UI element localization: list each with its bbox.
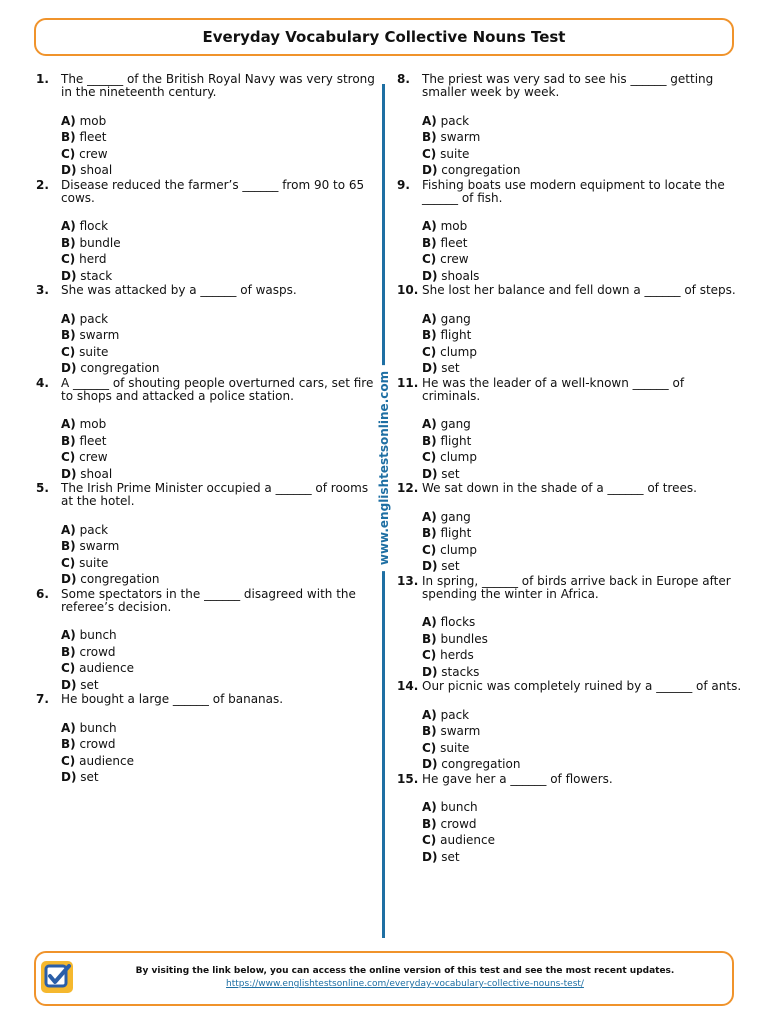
answer-option[interactable] <box>422 311 742 328</box>
option-text: swarm <box>440 724 481 738</box>
question-item <box>36 588 381 694</box>
option-text: stacks <box>441 664 480 679</box>
questions-left-column <box>36 73 381 786</box>
option-text: audience <box>79 661 135 675</box>
option-text: congregation <box>80 572 160 586</box>
question-text: The Irish Prime Minister occupied a ______ of rooms at the hotel. <box>61 481 369 508</box>
option-text: clump <box>440 450 477 464</box>
option-text: pack <box>79 311 109 326</box>
question-text: She lost her balance and fell down a ______ of steps. <box>422 283 736 297</box>
answer-option[interactable] <box>61 736 381 753</box>
option-letter: B) <box>422 526 437 540</box>
option-letter: D) <box>422 664 438 679</box>
option-letter: A) <box>422 707 437 722</box>
question-number: 11. <box>397 375 419 390</box>
answer-option[interactable] <box>422 816 742 833</box>
answer-option[interactable] <box>61 327 381 344</box>
option-text: clump <box>440 344 477 359</box>
option-text: swarm <box>79 539 120 553</box>
option-letter: D) <box>422 466 438 481</box>
option-letter: D) <box>61 572 77 586</box>
option-text: crowd <box>79 644 116 659</box>
answer-option[interactable] <box>422 360 742 377</box>
option-letter: A) <box>422 113 437 128</box>
option-letter: C) <box>61 344 76 359</box>
option-text: gang <box>440 311 471 326</box>
footer-box <box>34 951 734 1006</box>
option-text: bunch <box>79 628 117 642</box>
option-letter: A) <box>422 219 437 233</box>
answer-option[interactable] <box>61 129 381 146</box>
option-letter: A) <box>422 417 437 431</box>
question-number: 2. <box>36 177 49 192</box>
answer-option[interactable] <box>422 631 742 648</box>
option-letter: D) <box>422 268 438 283</box>
option-letter: B) <box>422 328 437 342</box>
option-letter: C) <box>422 344 437 359</box>
option-letter: A) <box>422 509 437 524</box>
question-number: 8. <box>397 72 410 86</box>
option-text: crew <box>79 146 108 161</box>
option-letter: A) <box>61 219 76 233</box>
question-item <box>36 482 381 588</box>
option-letter: B) <box>422 816 437 831</box>
answer-option[interactable] <box>61 311 381 328</box>
option-text: shoal <box>80 466 113 481</box>
answer-option[interactable] <box>422 740 742 757</box>
option-text: gang <box>440 509 471 524</box>
question-number: 10. <box>397 283 419 297</box>
answer-options <box>61 113 381 179</box>
option-text: crowd <box>440 816 477 831</box>
option-letter: A) <box>422 800 437 814</box>
answer-options <box>61 311 381 377</box>
question-text: He bought a large ______ of bananas. <box>61 692 284 706</box>
option-text: congregation <box>441 757 521 771</box>
answer-option[interactable] <box>422 614 742 631</box>
question-item <box>397 73 742 179</box>
option-letter: C) <box>422 450 437 464</box>
option-letter: C) <box>61 753 76 768</box>
answer-option[interactable] <box>61 627 381 644</box>
question-number: 5. <box>36 481 49 495</box>
answer-options <box>422 113 742 179</box>
question-item <box>397 377 742 483</box>
option-letter: C) <box>61 661 76 675</box>
answer-option[interactable] <box>61 162 381 179</box>
answer-option[interactable] <box>422 416 742 433</box>
answer-option[interactable] <box>422 756 742 773</box>
answer-option[interactable] <box>61 344 381 361</box>
footer-notice: By visiting the link below, you can access the online version of this test and see the most recent updates. <box>135 966 675 976</box>
answer-option[interactable] <box>422 146 742 163</box>
answer-option[interactable] <box>61 433 381 450</box>
answer-option[interactable] <box>61 571 381 588</box>
option-text: suite <box>440 146 470 161</box>
option-text: suite <box>79 555 109 570</box>
question-item <box>397 284 742 377</box>
option-text: bunch <box>440 800 478 814</box>
answer-option[interactable] <box>422 129 742 146</box>
option-text: fleet <box>79 130 107 144</box>
option-letter: C) <box>61 146 76 161</box>
question-number: 3. <box>36 283 49 297</box>
option-letter: D) <box>422 849 438 864</box>
answer-options <box>422 416 742 482</box>
answer-option[interactable] <box>422 113 742 130</box>
option-text: gang <box>440 417 471 431</box>
answer-options <box>422 614 742 680</box>
answer-option[interactable] <box>61 753 381 770</box>
answer-option[interactable] <box>61 360 381 377</box>
option-text: crowd <box>79 737 116 751</box>
option-letter: B) <box>61 130 76 144</box>
question-number: 1. <box>36 72 49 86</box>
answer-option[interactable] <box>422 707 742 724</box>
option-letter: A) <box>61 628 76 642</box>
option-text: fleet <box>79 433 107 448</box>
option-text: mob <box>79 417 107 431</box>
answer-option[interactable] <box>61 522 381 539</box>
site-url-label[interactable]: www.englishtestsonline.com <box>373 365 395 571</box>
answer-option[interactable] <box>422 433 742 450</box>
option-letter: B) <box>61 539 76 553</box>
question-item <box>36 284 381 377</box>
answer-option[interactable] <box>61 720 381 737</box>
option-letter: C) <box>422 146 437 161</box>
option-letter: B) <box>61 737 76 751</box>
answer-option[interactable] <box>422 162 742 179</box>
answer-option[interactable] <box>422 664 742 681</box>
option-letter: B) <box>422 724 437 738</box>
option-letter: B) <box>61 328 76 342</box>
option-letter: D) <box>422 757 438 771</box>
option-text: bunch <box>79 720 117 735</box>
question-text: Our picnic was completely ruined by a ______ of ants. <box>422 679 742 693</box>
option-text: clump <box>440 542 477 557</box>
answer-option[interactable] <box>61 251 381 268</box>
answer-options <box>422 799 742 865</box>
option-text: herd <box>79 252 107 266</box>
answer-option[interactable] <box>422 525 742 542</box>
question-text: She was attacked by a ______ of wasps. <box>61 283 297 297</box>
question-item <box>397 680 742 773</box>
question-item <box>397 575 742 681</box>
option-text: set <box>441 466 460 481</box>
answer-option[interactable] <box>61 538 381 555</box>
option-text: bundles <box>440 631 488 646</box>
answer-option[interactable] <box>61 644 381 661</box>
checkbox-logo-icon <box>41 961 73 993</box>
option-text: pack <box>440 707 470 722</box>
option-letter: A) <box>61 417 76 431</box>
option-letter: C) <box>422 648 437 662</box>
answer-options <box>61 416 381 482</box>
option-letter: C) <box>422 542 437 557</box>
answer-option[interactable] <box>422 344 742 361</box>
answer-options <box>61 627 381 693</box>
question-number: 12. <box>397 481 419 495</box>
answer-option[interactable] <box>422 723 742 740</box>
option-text: flight <box>440 328 472 342</box>
option-letter: B) <box>422 235 437 250</box>
option-letter: B) <box>61 644 76 659</box>
question-item <box>397 179 742 285</box>
option-text: mob <box>440 219 468 233</box>
option-letter: D) <box>422 559 438 573</box>
question-text: He gave her a ______ of flowers. <box>422 771 613 786</box>
option-text: swarm <box>440 130 481 144</box>
option-text: suite <box>79 344 109 359</box>
option-letter: A) <box>61 522 76 537</box>
question-number: 14. <box>397 679 419 693</box>
answer-option[interactable] <box>61 660 381 677</box>
question-text: He was the leader of a well-known ______ of criminals. <box>422 375 685 403</box>
answer-option[interactable] <box>422 647 742 664</box>
option-text: pack <box>79 522 109 537</box>
question-item <box>397 773 742 866</box>
questions-right-column <box>397 73 742 865</box>
option-text: congregation <box>80 361 160 375</box>
page-title: Everyday Vocabulary Collective Nouns Test <box>202 28 566 46</box>
option-text: set <box>441 849 460 864</box>
question-text: In spring, ______ of birds arrive back in Europe after spending the winter in Africa. <box>422 573 731 601</box>
option-text: shoal <box>80 163 113 177</box>
answer-options <box>61 218 381 284</box>
option-text: fleet <box>440 235 468 250</box>
option-text: bundle <box>79 235 121 250</box>
title-box <box>34 18 734 56</box>
option-text: crew <box>440 252 469 266</box>
option-text: stack <box>80 268 113 283</box>
option-letter: B) <box>422 130 437 144</box>
answer-option[interactable] <box>422 466 742 483</box>
option-letter: A) <box>61 720 76 735</box>
question-text: Fishing boats use modern equipment to locate the ______ of fish. <box>422 177 725 205</box>
option-text: suite <box>440 740 470 755</box>
answer-option[interactable] <box>422 251 742 268</box>
option-letter: D) <box>61 163 77 177</box>
option-text: shoals <box>441 268 480 283</box>
answer-option[interactable] <box>61 113 381 130</box>
answer-options <box>422 707 742 773</box>
question-text: We sat down in the shade of a ______ of trees. <box>422 481 697 495</box>
option-letter: B) <box>422 433 437 448</box>
option-letter: C) <box>422 740 437 755</box>
option-letter: D) <box>422 361 438 375</box>
option-text: swarm <box>79 328 120 342</box>
answer-option[interactable] <box>61 466 381 483</box>
question-item <box>36 73 381 179</box>
answer-option[interactable] <box>422 327 742 344</box>
option-letter: C) <box>61 555 76 570</box>
question-text: A ______ of shouting people overturned cars, set fire to shops and attacked a police station. <box>61 375 374 403</box>
answer-options <box>422 218 742 284</box>
question-item <box>36 179 381 285</box>
option-text: pack <box>440 113 470 128</box>
option-text: mob <box>79 113 107 128</box>
answer-options <box>61 720 381 786</box>
option-letter: A) <box>422 311 437 326</box>
option-text: audience <box>79 753 135 768</box>
answer-options <box>422 311 742 377</box>
answer-option[interactable] <box>61 769 381 786</box>
answer-options <box>422 509 742 575</box>
option-letter: D) <box>61 466 77 481</box>
question-text: Disease reduced the farmer’s ______ from 90 to 65 cows. <box>61 177 365 205</box>
option-text: flight <box>440 526 472 540</box>
question-number: 7. <box>36 692 49 706</box>
option-letter: D) <box>61 268 77 283</box>
option-text: audience <box>440 833 496 847</box>
option-letter: D) <box>61 770 77 784</box>
answer-option[interactable] <box>422 558 742 575</box>
option-letter: A) <box>61 113 76 128</box>
option-letter: D) <box>61 677 77 692</box>
footer-link[interactable]: https://www.englishtestsonline.com/everyday-vocabulary-collective-nouns-test/ <box>226 979 584 989</box>
question-number: 15. <box>397 771 419 786</box>
option-letter: B) <box>61 433 76 448</box>
option-letter: C) <box>61 450 76 464</box>
option-letter: A) <box>422 615 437 629</box>
question-item <box>36 377 381 483</box>
answer-option[interactable] <box>422 449 742 466</box>
answer-option[interactable] <box>61 555 381 572</box>
option-text: flight <box>440 433 472 448</box>
answer-option[interactable] <box>61 218 381 235</box>
answer-option[interactable] <box>61 268 381 285</box>
option-text: set <box>80 677 99 692</box>
answer-option[interactable] <box>61 677 381 694</box>
option-letter: D) <box>422 163 438 177</box>
question-text: The ______ of the British Royal Navy was very strong in the nineteenth century. <box>61 72 375 99</box>
option-text: congregation <box>441 163 521 177</box>
question-number: 13. <box>397 573 419 588</box>
option-letter: C) <box>61 252 76 266</box>
question-number: 6. <box>36 586 49 601</box>
question-number: 9. <box>397 177 410 192</box>
answer-option[interactable] <box>422 849 742 866</box>
option-text: flock <box>79 219 109 233</box>
option-text: set <box>441 559 460 573</box>
answer-option[interactable] <box>61 449 381 466</box>
option-text: flocks <box>440 615 476 629</box>
option-letter: B) <box>61 235 76 250</box>
question-text: Some spectators in the ______ disagreed with the referee’s decision. <box>61 586 356 614</box>
option-text: set <box>80 770 99 784</box>
answer-option[interactable] <box>422 509 742 526</box>
answer-option[interactable] <box>61 235 381 252</box>
question-text: The priest was very sad to see his ______ getting smaller week by week. <box>422 72 714 99</box>
answer-option[interactable] <box>422 542 742 559</box>
option-letter: B) <box>422 631 437 646</box>
answer-option[interactable] <box>422 235 742 252</box>
option-text: set <box>441 361 460 375</box>
option-text: herds <box>440 648 474 662</box>
question-item <box>36 693 381 786</box>
answer-option[interactable] <box>422 268 742 285</box>
answer-options <box>61 522 381 588</box>
answer-option[interactable] <box>61 416 381 433</box>
option-letter: C) <box>422 252 437 266</box>
option-text: crew <box>79 450 108 464</box>
option-letter: D) <box>61 361 77 375</box>
option-letter: A) <box>61 311 76 326</box>
answer-option[interactable] <box>422 218 742 235</box>
option-letter: C) <box>422 833 437 847</box>
answer-option[interactable] <box>422 799 742 816</box>
answer-option[interactable] <box>422 832 742 849</box>
question-item <box>397 482 742 575</box>
answer-option[interactable] <box>61 146 381 163</box>
question-number: 4. <box>36 375 49 390</box>
